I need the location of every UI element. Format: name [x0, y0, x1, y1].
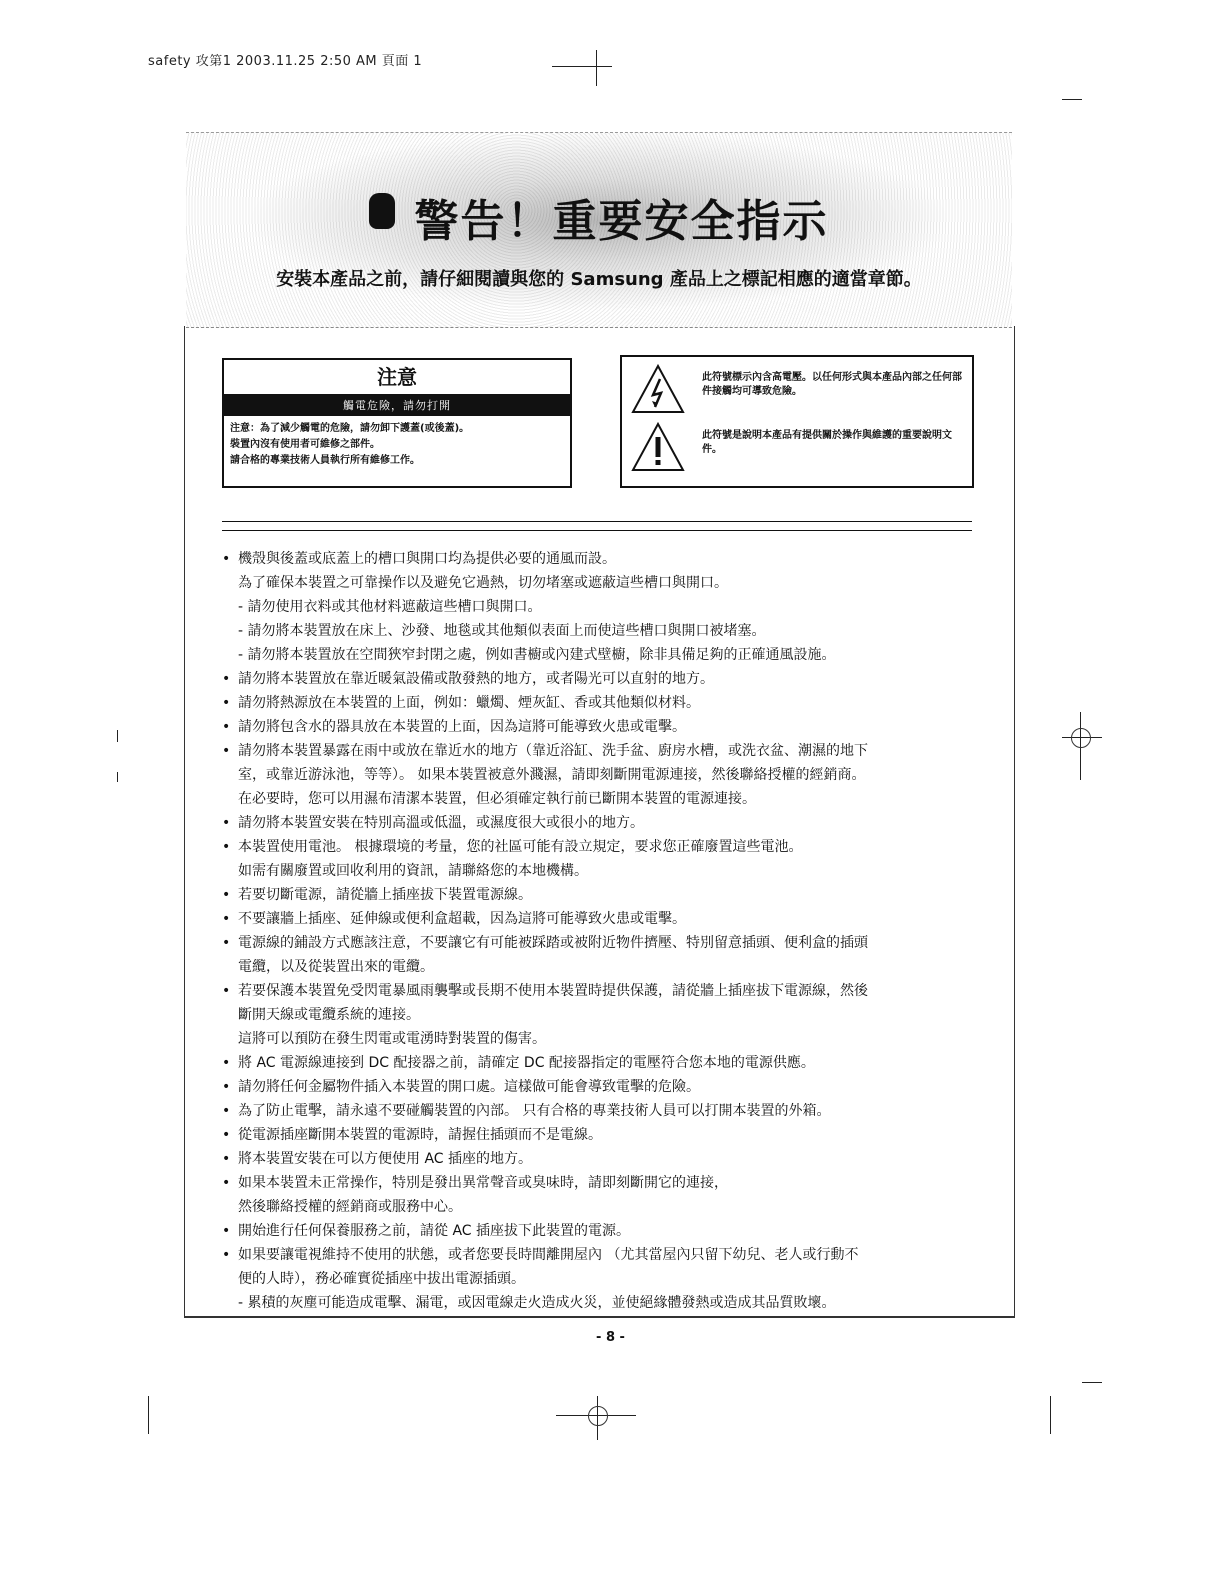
caution-title: 注意	[224, 360, 570, 396]
bullet-item: • 本裝置使用電池。 根據環境的考量，您的社區可能有設立規定，要求您正確廢置這些電池。	[222, 835, 982, 859]
continuation-line: 斷開天線或電纜系統的連接。	[238, 1007, 420, 1023]
sub-item: - 請勿將本裝置放在空間狹窄封閉之處，例如書櫥或內建式壁櫥，除非具備足夠的正確通風設施。	[238, 647, 836, 663]
warning-banner	[186, 132, 1012, 328]
crop-mark-left-lower	[117, 772, 118, 782]
continuation-line: 這將可以預防在發生閃電或電湧時對裝置的傷害。	[238, 1031, 546, 1047]
bullet-item: • 如果本裝置未正常操作，特別是發出異常聲音或臭味時，請即刻斷開它的連接，	[222, 1171, 982, 1195]
sub-item: - 請勿將本裝置放在床上、沙發、地毯或其他類似表面上而使這些槽口與開口被堵塞。	[238, 623, 766, 639]
divider-rule	[222, 530, 972, 531]
page-number: - 8 -	[596, 1330, 625, 1345]
print-header: safety 攻第1 2003.11.25 2:50 AM 頁面 1	[148, 54, 423, 69]
caution-bar: 觸電危險，請勿打開	[224, 396, 570, 416]
bullet-item: • 請勿將包含水的器具放在本裝置的上面，因為這將可能導致火患或電擊。	[222, 715, 982, 739]
continuation-line: 在必要時，您可以用濕布清潔本裝置，但必須確定執行前已斷開本裝置的電源連接。	[238, 791, 756, 807]
caution-lines	[224, 416, 570, 474]
bullet-item: • 開始進行任何保養服務之前，請從 AC 插座拔下此裝置的電源。	[222, 1219, 982, 1243]
bullet-item: • 從電源插座斷開本裝置的電源時，請握住插頭而不是電線。	[222, 1123, 982, 1147]
divider-rule	[222, 521, 972, 522]
lightning-symbol-text: 此符號標示內含高電壓。以任何形式與本產品內部之任何部件接觸均可導致危險。	[702, 372, 962, 397]
symbol-box	[620, 355, 974, 488]
bullet-item: • 為了防止電擊，請永遠不要碰觸裝置的內部。 只有合格的專業技術人員可以打開本裝置的外箱。	[222, 1099, 982, 1123]
bullet-item: • 請勿將熱源放在本裝置的上面，例如：蠟燭、煙灰缸、香或其他類似材料。	[222, 691, 982, 715]
continuation-line: 電纜，以及從裝置出來的電纜。	[238, 959, 434, 975]
caution-box	[222, 358, 572, 488]
continuation-line: 為了確保本裝置之可靠操作以及避免它過熱，切勿堵塞或遮蔽這些槽口與開口。	[238, 575, 728, 591]
bullet-item: • 如果要讓電視維持不使用的狀態，或者您要長時間離開屋內 （尤其當屋內只留下幼兒、老人或行動不	[222, 1243, 982, 1267]
sub-item: - 累積的灰塵可能造成電擊、漏電，或因電線走火造成火災，並使絕緣體發熱或造成其品質敗壞。	[238, 1295, 836, 1311]
banner-title-row	[186, 185, 1012, 249]
bullet-item: • 請勿將本裝置暴露在雨中或放在靠近水的地方（靠近浴缸、洗手盆、廚房水槽，或洗衣盆、潮濕的地下	[222, 739, 982, 763]
exclamation-symbol-text: 此符號是說明本產品有提供關於操作與維護的重要說明文件。	[702, 430, 952, 455]
continuation-line: 然後聯絡授權的經銷商或服務中心。	[238, 1199, 462, 1215]
bullet-item: • 將 AC 電源線連接到 DC 配接器之前，請確定 DC 配接器指定的電壓符合您本地的電源供應。	[222, 1051, 982, 1075]
caution-line: 注意：為了減少觸電的危險，請勿卸下護蓋(或後蓋)。	[230, 423, 470, 434]
bullet-item: • 不要讓牆上插座、延伸線或便利盒超載，因為這將可能導致火患或電擊。	[222, 907, 982, 931]
continuation-line: 室，或靠近游泳池，等等）。 如果本裝置被意外濺濕，請即刻斷開電源連接，然後聯絡授權的經銷商。	[238, 767, 866, 783]
bullet-item: • 請勿將本裝置放在靠近暖氣設備或散發熱的地方，或者陽光可以直射的地方。	[222, 667, 982, 691]
banner-subtitle: 安裝本產品之前，請仔細閱讀與您的 Samsung 產品上之標記相應的適當章節。	[276, 269, 922, 290]
sub-item: - 請勿使用衣料或其他材料遮蔽這些槽口與開口。	[238, 599, 542, 615]
safety-instructions	[222, 547, 982, 1315]
crop-mark-left	[117, 730, 118, 742]
bullet-item: • 電源線的鋪設方式應該注意，不要讓它有可能被踩踏或被附近物件擠壓、特別留意插頭、便利盒的插頭	[222, 931, 982, 955]
caution-line: 請合格的專業技術人員執行所有維修工作。	[230, 455, 420, 466]
registration-mark-right	[1071, 728, 1091, 748]
continuation-line: 如需有關廢置或回收利用的資訊，請聯絡您的本地機構。	[238, 863, 588, 879]
bullet-item: • 若要切斷電源，請從牆上插座拔下裝置電源線。	[222, 883, 982, 907]
exclamation-symbol-row	[630, 421, 964, 477]
bullet-item: • 若要保護本裝置免受閃電暴風雨襲擊或長期不使用本裝置時提供保護，請從牆上插座拔下電源線，然後	[222, 979, 982, 1003]
banner-title: 警告！重要安全指示	[414, 196, 829, 247]
crop-mark-bottom-right	[1050, 1396, 1051, 1434]
bullet-item: • 機殼與後蓋或底蓋上的槽口與開口均為提供必要的通風而設。	[222, 547, 982, 571]
continuation-line: 便的人時），務必確實從插座中拔出電源插頭。	[238, 1271, 525, 1287]
crop-mark-bottom-right-h	[1082, 1382, 1102, 1383]
crop-mark-top	[552, 66, 612, 67]
crop-mark-top-vertical	[596, 50, 597, 86]
crop-mark-top-right	[1062, 99, 1082, 100]
bullet-item: • 將本裝置安裝在可以方便使用 AC 插座的地方。	[222, 1147, 982, 1171]
lightning-symbol-row	[630, 363, 964, 419]
exclamation-warning-icon	[630, 421, 686, 473]
lightning-warning-icon	[630, 363, 686, 415]
caution-line: 裝置內沒有使用者可維修之部件。	[230, 439, 380, 450]
hand-icon	[369, 193, 395, 229]
crop-mark-bottom-left	[148, 1396, 149, 1434]
bullet-item: • 請勿將任何金屬物件插入本裝置的開口處。這樣做可能會導致電擊的危險。	[222, 1075, 982, 1099]
registration-mark-bottom	[588, 1406, 608, 1426]
bullet-item: • 請勿將本裝置安裝在特別高溫或低溫，或濕度很大或很小的地方。	[222, 811, 982, 835]
